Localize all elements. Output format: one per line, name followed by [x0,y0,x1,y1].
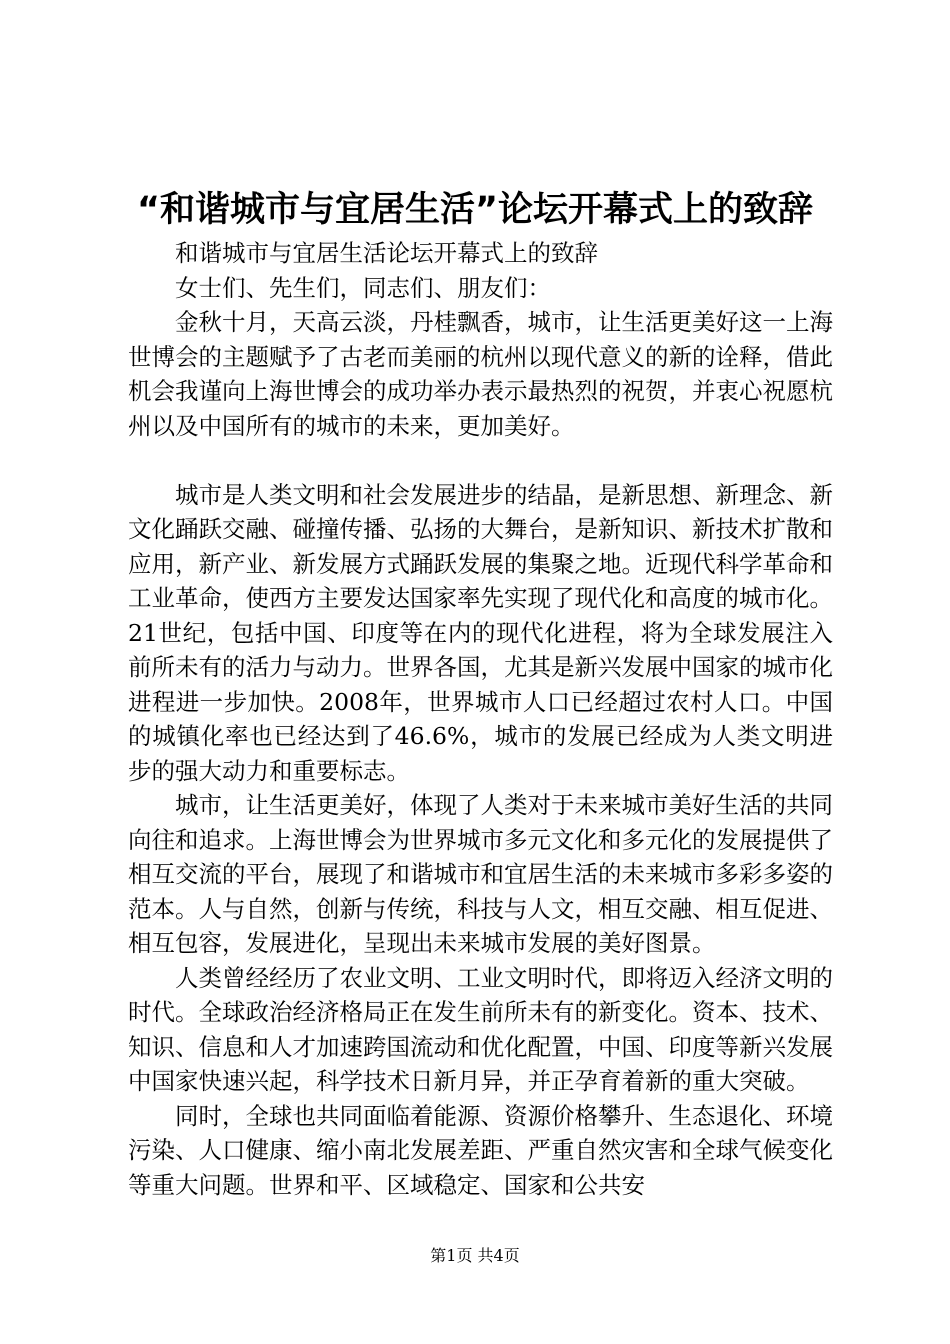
body-paragraph: 同时，全球也共同面临着能源、资源价格攀升、生态退化、环境污染、人口健康、缩小南北发展差距、严重自然灾害和全球气候变化等重大问题。世界和平、区域稳定、国家和公共安 [128,1101,833,1199]
body-paragraph: 城市，让生活更美好，体现了人类对于未来城市美好生活的共同向往和追求。上海世博会为世界城市多元文化和多元化的发展提供了相互交流的平台，展现了和谐城市和宜居生活的未来城市多彩多姿的范本。人与自然，创新与传统，科技与人文，相互交融、相互促进、相互包容，发展进化，呈现出未来城市发展的美好图景。 [128,791,833,957]
subtitle-paragraph: 和谐城市与宜居生活论坛开幕式上的致辞 [175,239,598,267]
body-paragraph: 城市是人类文明和社会发展进步的结晶，是新思想、新理念、新文化踊跃交融、碰撞传播、弘扬的大舞台，是新知识、新技术扩散和应用，新产业、新发展方式踊跃发展的集聚之地。近现代科学革命和工业革命，使西方主要发达国家率先实现了现代化和高度的城市化。21世纪，包括中国、印度等在内的现代化进程，将为全球发展注入前所未有的活力与动力。世界各国，尤其是新兴发展中国家的城市化进程进一步加快。2008年，世界城市人口已经超过农村人口。中国的城镇化率也已经达到了46.6%，城市的发展已经成为人类文明进步的强大动力和重要标志。 [128,480,833,785]
page-footer [0,1245,950,1267]
page-number-label: 第1页 共4页 [430,1246,520,1265]
document-body [128,236,833,1202]
salutation-paragraph: 女士们、先生们，同志们、朋友们： [175,273,551,302]
body-paragraph: 人类曾经经历了农业文明、工业文明时代，即将迈入经济文明的时代。全球政治经济格局正在发生前所未有的新变化。资本、技术、知识、信息和人才加速跨国流动和优化配置，中国、印度等新兴发展中国家快速兴起，科学技术日新月异，并正孕育着新的重大突破。 [128,963,833,1095]
document-title: “和谐城市与宜居生活”论坛开幕式上的致辞 [136,190,813,230]
body-paragraph: 金秋十月，天高云淡，丹桂飘香，城市，让生活更美好这一上海世博会的主题赋予了古老而美丽的杭州以现代意义的新的诠释，借此机会我谨向上海世博会的成功举办表示最热烈的祝贺，并衷心祝愿杭州以及中国所有的城市的未来，更加美好。 [128,308,833,440]
